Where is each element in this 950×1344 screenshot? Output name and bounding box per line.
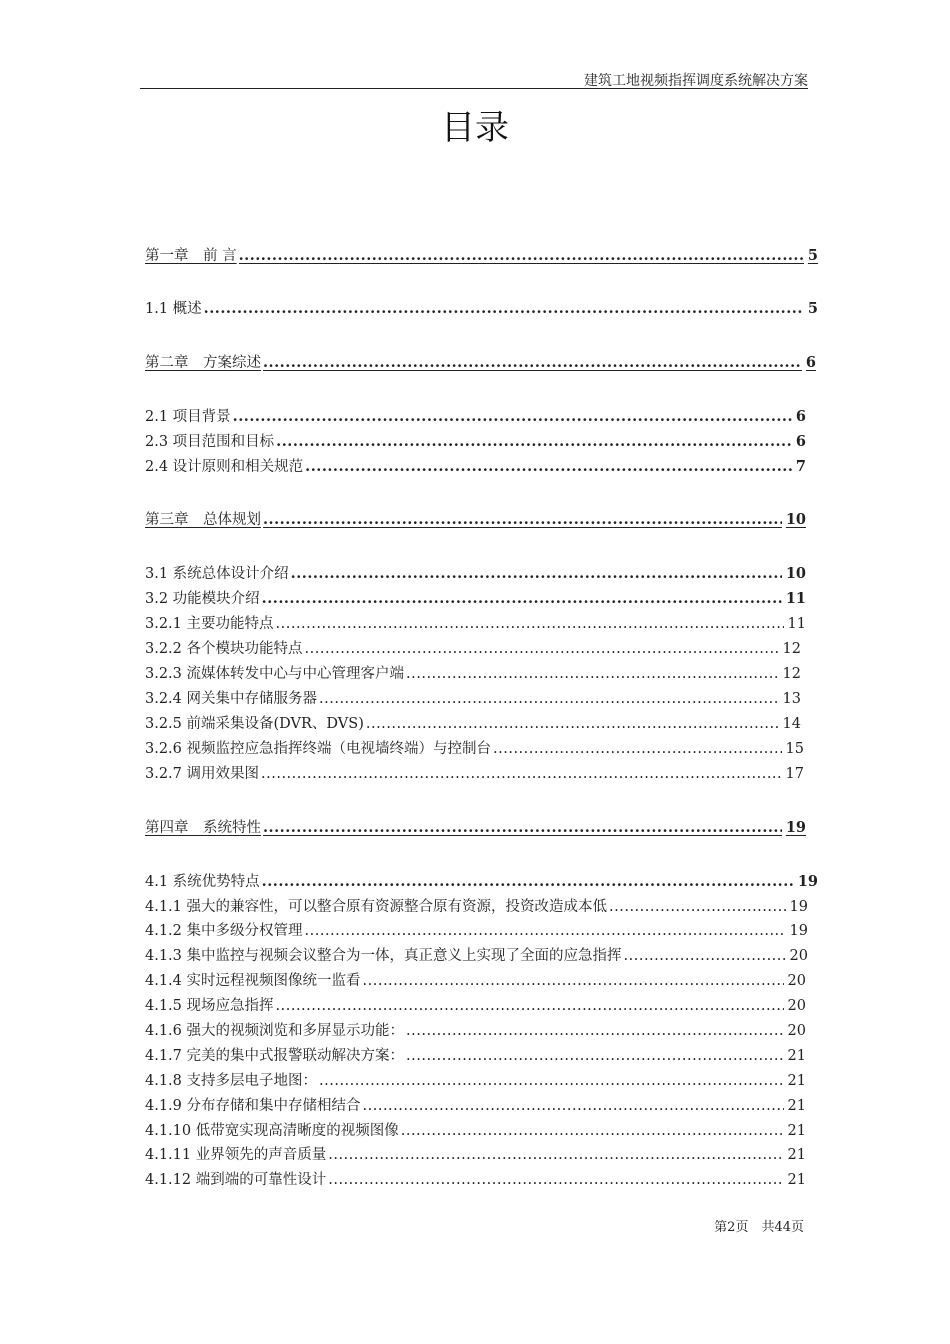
toc-entry-page: 14 [782,716,801,732]
dot-leader [305,921,786,941]
dot-leader [204,299,804,319]
toc-entry-page: 20 [787,1023,806,1039]
page-footer: 第2页 共44页 [714,1220,804,1235]
toc-entry-page: 19 [789,923,808,939]
toc-entry-page: 21 [787,1098,806,1114]
toc-entry-4-1[interactable] [145,872,818,892]
header-divider [140,88,808,89]
toc-entry-3-2[interactable] [145,589,806,609]
toc-entry-label: 3.2.5 前端采集设备(DVR、DVS) [145,716,364,732]
toc-entry-2-4[interactable] [145,457,806,477]
dot-leader [276,614,784,634]
toc-entry-label: 3.2.1 主要功能特点 [145,616,274,632]
toc-entry-label: 4.1.10 低带宽实现高清晰度的视频图像 [145,1123,399,1139]
toc-entry-4-1-9[interactable] [145,1096,806,1116]
toc-entry-1-1[interactable] [145,299,818,319]
toc-entry-3-2-1[interactable] [145,614,806,634]
toc-entry-page: 12 [782,641,801,657]
toc-entry-page: 19 [797,873,818,890]
toc-entry-4-1-7[interactable] [145,1046,806,1066]
toc-entry-page: 21 [787,1147,806,1163]
toc-entry-page: 6 [795,408,806,425]
toc-entry-label: 3.2.6 视频监控应急指挥终端（电视墙终端）与控制台 [145,741,492,757]
dot-leader [305,639,779,659]
dot-leader [305,457,792,477]
toc-entry-page: 21 [787,1172,806,1188]
toc-entry-3-2-6[interactable] [145,739,804,759]
dot-leader [366,714,779,734]
toc-entry-page: 6 [795,433,806,450]
toc-entry-2-1[interactable] [145,407,806,427]
toc-entry-label: 2.1 项目背景 [145,409,231,425]
toc-entry-4-1-10[interactable] [145,1121,806,1141]
dot-leader [624,946,786,966]
toc-entry-label: 4.1.11 业界领先的声音质量 [145,1147,327,1163]
dot-leader [406,664,779,684]
toc-entry-page: 20 [787,973,806,989]
toc-entry-label: 4.1.12 端到端的可靠性设计 [145,1172,327,1188]
toc-entry-label: 4.1.2 集中多级分权管理 [145,923,303,939]
toc-entry-page: 11 [787,616,806,632]
dot-leader [319,1071,784,1091]
toc-entry-chapter-4[interactable] [145,818,806,838]
dot-leader [363,1096,784,1116]
toc-entry-page: 21 [787,1048,806,1064]
toc-entry-label: 3.2.2 各个模块功能特点 [145,641,303,657]
dot-leader [262,589,782,609]
dot-leader [276,432,792,452]
toc-entry-label: 4.1.4 实时远程视频图像统一监看 [145,973,361,989]
toc-entry-page: 15 [785,741,804,757]
toc-entry-label: 4.1.5 现场应急指挥 [145,998,274,1014]
toc-entry-label: 3.2.3 流媒体转发中心与中心管理客户端 [145,666,405,682]
toc-entry-4-1-12[interactable] [145,1170,806,1190]
dot-leader [262,872,794,892]
toc-entry-page: 21 [787,1073,806,1089]
toc-entry-label: 3.1 系统总体设计介绍 [145,566,289,582]
toc-entry-4-1-1[interactable] [145,897,808,917]
toc-entry-label: 4.1.7 完美的集中式报警联动解决方案： [145,1048,405,1064]
toc-entry-page: 5 [807,247,818,264]
toc-entry-4-1-8[interactable] [145,1071,806,1091]
toc-entry-4-1-2[interactable] [145,921,808,941]
dot-leader [493,739,782,759]
toc-entry-label: 1.1 概述 [145,301,202,317]
toc-entry-page: 13 [782,691,801,707]
toc-entry-page: 19 [789,899,808,915]
toc-entry-3-2-4[interactable] [145,689,801,709]
toc-title: 目录 [441,108,509,148]
toc-entry-label: 2.3 项目范围和目标 [145,434,275,450]
toc-entry-page: 10 [785,565,806,582]
toc-entry-2-3[interactable] [145,432,806,452]
toc-entry-page: 11 [785,590,806,607]
toc-entry-3-2-3[interactable] [145,664,801,684]
toc-entry-4-1-3[interactable] [145,946,808,966]
dot-leader [328,1170,783,1190]
toc-entry-3-2-5[interactable] [145,714,801,734]
toc-entry-chapter-3[interactable] [145,510,806,530]
toc-entry-page: 6 [805,354,816,371]
toc-entry-3-2-7[interactable] [145,764,804,784]
toc-entry-page: 10 [785,511,806,528]
toc-entry-4-1-5[interactable] [145,996,806,1016]
toc-entry-label: 2.4 设计原则和相关规范 [145,459,304,475]
toc-entry-label: 第三章 总体规划 [145,512,261,528]
dot-leader [233,407,792,427]
dot-leader [328,1145,783,1165]
dot-leader [406,1021,784,1041]
toc-entry-label: 3.2 功能模块介绍 [145,591,260,607]
toc-entry-page: 20 [787,998,806,1014]
toc-entry-label: 4.1 系统优势特点 [145,874,260,890]
toc-entry-label: 3.2.7 调用效果图 [145,766,260,782]
dot-leader [401,1121,784,1141]
dot-leader [263,818,782,838]
dot-leader [609,897,786,917]
toc-entry-label: 4.1.1 强大的兼容性，可以整合原有资源整合原有资源，投资改造成本低 [145,899,608,915]
toc-entry-page: 7 [795,458,806,475]
toc-entry-4-1-4[interactable] [145,971,806,991]
toc-entry-label: 4.1.3 集中监控与视频会议整合为一体，真正意义上实现了全面的应急指挥 [145,948,622,964]
toc-entry-4-1-6[interactable] [145,1021,806,1041]
toc-entry-label: 第二章 方案综述 [145,355,261,371]
toc-entry-3-1[interactable] [145,564,806,584]
dot-leader [363,971,784,991]
dot-leader [406,1046,784,1066]
toc-entry-page: 20 [789,948,808,964]
dot-leader [263,510,782,530]
toc-entry-4-1-11[interactable] [145,1145,806,1165]
dot-leader [291,564,782,584]
dot-leader [276,996,784,1016]
toc-entry-3-2-2[interactable] [145,639,801,659]
toc-entry-label: 第一章 前 言 [145,248,237,264]
toc-entry-chapter-1[interactable] [145,246,818,266]
toc-entry-label: 4.1.6 强大的视频浏览和多屏显示功能： [145,1023,405,1039]
toc-entry-page: 5 [807,300,818,317]
toc-entry-page: 12 [782,666,801,682]
dot-leader [239,246,804,266]
toc-entry-label: 4.1.8 支持多层电子地图： [145,1073,318,1089]
dot-leader [319,689,779,709]
toc-entry-chapter-2[interactable] [145,353,816,373]
toc-entry-page: 17 [785,766,804,782]
page-header: 建筑工地视频指挥调度系统解决方案 [584,73,808,89]
toc-entry-label: 4.1.9 分布存储和集中存储相结合 [145,1098,361,1114]
dot-leader [263,353,802,373]
toc-entry-page: 19 [785,819,806,836]
toc-entry-label: 第四章 系统特性 [145,820,261,836]
toc-entry-label: 3.2.4 网关集中存储服务器 [145,691,318,707]
dot-leader [261,764,782,784]
toc-entry-page: 21 [787,1123,806,1139]
